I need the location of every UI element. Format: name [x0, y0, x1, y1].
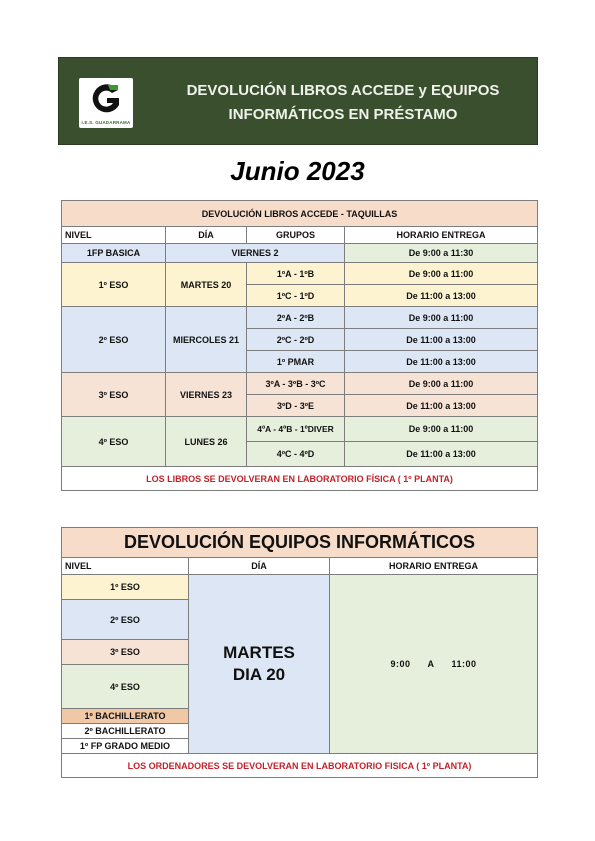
nivel-cell: 2º BACHILLERATO: [62, 724, 189, 739]
dia-cell: LUNES 26: [166, 417, 247, 467]
header-horario: HORARIO ENTREGA: [330, 558, 538, 575]
banner-title-line1: DEVOLUCIÓN LIBROS ACCEDE y EQUIPOS: [186, 82, 500, 99]
header-dia: DÍA: [189, 558, 330, 575]
month-title: Junio 2023: [230, 156, 365, 186]
devices-table-footer: LOS ORDENADORES SE DEVOLVERAN EN LABORATORIO FISICA ( 1º PLANTA): [62, 754, 538, 778]
horario-cell: De 11:00 a 13:00: [345, 351, 538, 373]
grupo-cell: 1º PMAR: [247, 351, 345, 373]
table-row: [62, 244, 538, 263]
books-return-table: [61, 200, 538, 491]
dia-cell: MARTES 20: [166, 263, 247, 307]
grupo-cell: 1ºC - 1ºD: [247, 285, 345, 307]
time-to: 11:00: [451, 659, 477, 669]
devices-time-cell: [330, 575, 538, 754]
time-from: 9:00: [390, 659, 411, 669]
nivel-cell: 4º ESO: [62, 417, 166, 467]
dia-cell: VIERNES 23: [166, 373, 247, 417]
books-table-footer-row: [62, 467, 538, 491]
grupo-cell: 1ºA - 1ºB: [247, 263, 345, 285]
horario-cell: De 11:00 a 13:00: [345, 329, 538, 351]
header-dia: DÍA: [166, 227, 247, 244]
nivel-cell: 1º ESO: [62, 575, 189, 600]
nivel-cell: 2º ESO: [62, 307, 166, 373]
grupo-cell: 3ºA - 3ºB - 3ºC: [247, 373, 345, 395]
books-table-title-row: [62, 201, 538, 227]
day-line2: DIA 20: [232, 665, 286, 684]
day-line1: MARTES: [223, 643, 295, 662]
header-nivel: NIVEL: [62, 558, 189, 575]
time-separator: A: [427, 659, 435, 669]
horario-cell: De 9:00 a 11:00: [345, 373, 538, 395]
horario-cell: De 11:00 a 13:00: [345, 442, 538, 467]
header-horario: HORARIO ENTREGA: [345, 227, 538, 244]
nivel-cell: 1º BACHILLERATO: [62, 709, 189, 724]
nivel-cell: 3º ESO: [62, 373, 166, 417]
dia-cell: MIERCOLES 21: [166, 307, 247, 373]
nivel-cell: 1FP BASICA: [62, 244, 166, 263]
nivel-cell: 2º ESO: [62, 600, 189, 640]
g-logo-icon: [88, 81, 124, 117]
header-banner: [58, 57, 538, 145]
table-row: [62, 307, 538, 329]
logo-caption: I.E.S. GUADARRAMA: [81, 120, 131, 125]
table-row: [62, 263, 538, 285]
grupo-cell: 4ºA - 4ºB - 1ºDIVER: [247, 417, 345, 442]
books-table-footer: LOS LIBROS SE DEVOLVERAN EN LABORATORIO FÍSICA ( 1º PLANTA): [62, 467, 538, 491]
devices-table-title-row: [62, 528, 538, 558]
devices-return-table: [61, 527, 538, 778]
table-row: [62, 575, 538, 600]
horario-cell: De 11:00 a 13:00: [345, 395, 538, 417]
devices-table-header: [62, 558, 538, 575]
header-nivel: NIVEL: [62, 227, 166, 244]
nivel-cell: 1º ESO: [62, 263, 166, 307]
table-row: [62, 417, 538, 442]
devices-table-footer-row: [62, 754, 538, 778]
grupo-cell: 4ºC - 4ºD: [247, 442, 345, 467]
grupo-cell: 2ºA - 2ºB: [247, 307, 345, 329]
header-grupos: GRUPOS: [247, 227, 345, 244]
grupo-cell: 3ºD - 3ºE: [247, 395, 345, 417]
banner-title-line2: INFORMÁTICOS EN PRÉSTAMO: [228, 106, 458, 123]
devices-day-cell: [189, 575, 330, 754]
dia-cell: VIERNES 2: [166, 244, 345, 263]
banner-title: [159, 79, 527, 127]
horario-cell: De 11:00 a 13:00: [345, 285, 538, 307]
horario-cell: De 9:00 a 11:00: [345, 307, 538, 329]
school-logo: [79, 78, 133, 128]
devices-table-title: DEVOLUCIÓN EQUIPOS INFORMÁTICOS: [62, 528, 538, 558]
horario-cell: De 9:00 a 11:00: [345, 263, 538, 285]
books-table-title: DEVOLUCIÓN LIBROS ACCEDE - TAQUILLAS: [62, 201, 538, 227]
nivel-cell: 1º FP GRADO MEDIO: [62, 739, 189, 754]
horario-cell: De 9:00 a 11:30: [345, 244, 538, 263]
nivel-cell: 3º ESO: [62, 640, 189, 665]
nivel-cell: 4º ESO: [62, 665, 189, 709]
horario-cell: De 9:00 a 11:00: [345, 417, 538, 442]
table-row: [62, 373, 538, 395]
grupo-cell: 2ºC - 2ºD: [247, 329, 345, 351]
books-table-header: [62, 227, 538, 244]
